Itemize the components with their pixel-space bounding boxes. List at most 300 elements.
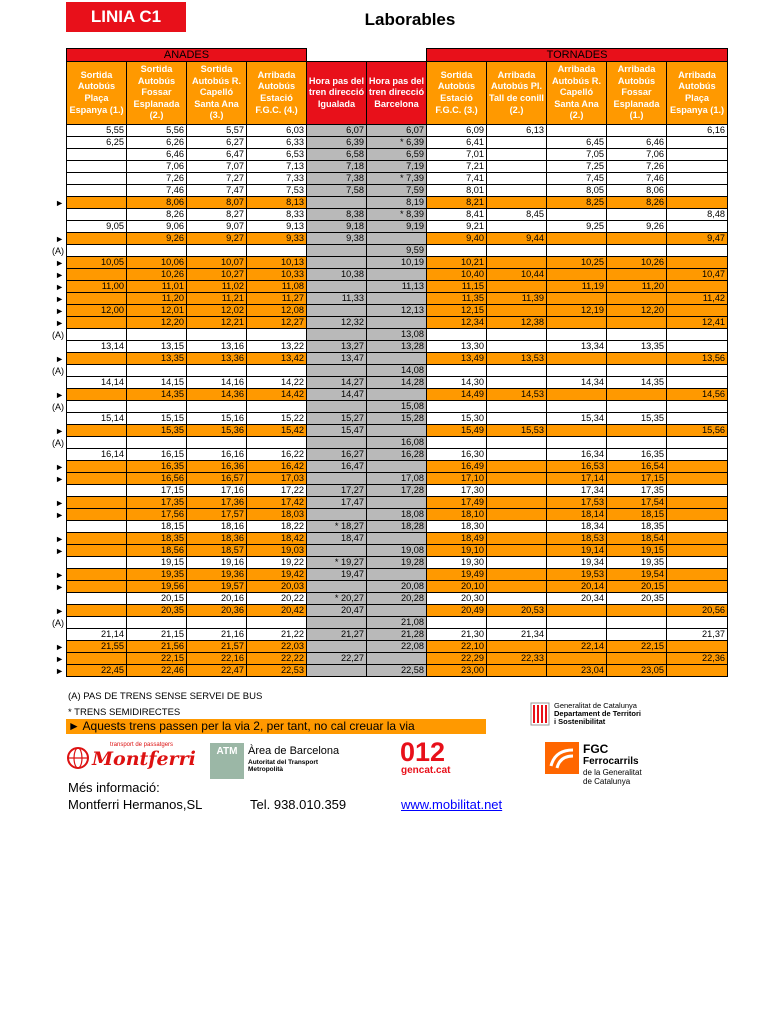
- time-cell: [487, 245, 547, 257]
- time-cell: 7,21: [427, 161, 487, 173]
- time-cell: 19,56: [127, 581, 187, 593]
- time-cell: 7,38: [307, 173, 367, 185]
- time-cell: 23,04: [547, 665, 607, 677]
- time-cell: 12,38: [487, 317, 547, 329]
- time-cell: 15,14: [67, 413, 127, 425]
- time-cell: 7,46: [127, 185, 187, 197]
- time-cell: 19,57: [187, 581, 247, 593]
- column-header: Arribada Autobús Pl. Tall de conill (2.): [487, 62, 547, 125]
- time-cell: [67, 545, 127, 557]
- row-marker: ►: [55, 269, 64, 280]
- time-cell: 12,13: [367, 305, 427, 317]
- time-cell: 13,35: [127, 353, 187, 365]
- time-cell: 15,35: [607, 413, 667, 425]
- row-marker: ►: [55, 425, 64, 436]
- time-cell: 12,41: [667, 317, 728, 329]
- table-row: [67, 437, 728, 449]
- table-row: [67, 125, 728, 137]
- time-cell: [67, 497, 127, 509]
- row-marker: ►: [55, 197, 64, 208]
- time-cell: 14,56: [667, 389, 728, 401]
- time-cell: 16,08: [367, 437, 427, 449]
- time-cell: [607, 293, 667, 305]
- time-cell: 20,14: [547, 581, 607, 593]
- time-cell: [427, 617, 487, 629]
- time-cell: 7,41: [427, 173, 487, 185]
- time-cell: 14,53: [487, 389, 547, 401]
- time-cell: [487, 149, 547, 161]
- time-cell: 13,14: [67, 341, 127, 353]
- time-cell: [667, 581, 728, 593]
- time-cell: [607, 401, 667, 413]
- time-cell: [187, 245, 247, 257]
- website-link[interactable]: www.mobilitat.net: [401, 797, 503, 812]
- time-cell: 6,25: [67, 137, 127, 149]
- time-cell: 22,08: [367, 641, 427, 653]
- time-cell: 20,47: [307, 605, 367, 617]
- table-row: [67, 209, 728, 221]
- time-cell: 17,22: [247, 485, 307, 497]
- column-header: Sortida Autobús R. Capelló Santa Ana (3.): [187, 62, 247, 125]
- table-row: [67, 521, 728, 533]
- table-row: [67, 245, 728, 257]
- time-cell: 13,56: [667, 353, 728, 365]
- table-row: [67, 353, 728, 365]
- time-cell: [667, 185, 728, 197]
- page-title: Laborables: [364, 10, 456, 29]
- row-marker: (A): [52, 245, 64, 256]
- table-row: [67, 545, 728, 557]
- time-cell: [487, 185, 547, 197]
- time-cell: [67, 437, 127, 449]
- time-cell: 11,20: [127, 293, 187, 305]
- time-cell: 21,30: [427, 629, 487, 641]
- time-cell: [307, 305, 367, 317]
- time-cell: [187, 329, 247, 341]
- time-cell: 22,15: [127, 653, 187, 665]
- time-cell: [367, 353, 427, 365]
- time-cell: 10,38: [307, 269, 367, 281]
- time-cell: 7,01: [427, 149, 487, 161]
- time-cell: 17,49: [427, 497, 487, 509]
- time-cell: 20,42: [247, 605, 307, 617]
- table-row: [67, 377, 728, 389]
- time-cell: 18,53: [547, 533, 607, 545]
- generalitat-name: Generalitat de Catalunya: [554, 701, 637, 710]
- time-cell: [607, 629, 667, 641]
- table-row: [67, 425, 728, 437]
- time-cell: [307, 257, 367, 269]
- time-cell: [667, 401, 728, 413]
- line-badge: [66, 2, 186, 32]
- time-cell: [247, 329, 307, 341]
- time-cell: 17,35: [607, 485, 667, 497]
- time-cell: 17,15: [127, 485, 187, 497]
- fgc-catalunya: de Catalunya: [583, 777, 631, 786]
- generalitat-dept: Departament de Territori: [554, 709, 641, 718]
- time-cell: [667, 641, 728, 653]
- time-cell: 6,13: [487, 125, 547, 137]
- time-cell: 18,22: [247, 521, 307, 533]
- column-header: Sortida Autobús Estació F.G.C. (3.): [427, 62, 487, 125]
- row-marker: ►: [55, 293, 64, 304]
- time-cell: [67, 233, 127, 245]
- time-cell: 23,00: [427, 665, 487, 677]
- time-cell: 20,35: [607, 593, 667, 605]
- time-cell: 6,33: [247, 137, 307, 149]
- time-cell: 11,27: [247, 293, 307, 305]
- fgc-generalitat: de la Generalitat: [583, 768, 642, 777]
- time-cell: 17,36: [187, 497, 247, 509]
- time-cell: 17,34: [547, 485, 607, 497]
- time-cell: 7,26: [607, 161, 667, 173]
- time-cell: [367, 293, 427, 305]
- time-cell: 7,13: [247, 161, 307, 173]
- column-header: Sortida Autobús Fossar Esplanada (2.): [127, 62, 187, 125]
- time-cell: 12,21: [187, 317, 247, 329]
- time-cell: [667, 149, 728, 161]
- time-cell: 17,53: [547, 497, 607, 509]
- time-cell: 15,28: [367, 413, 427, 425]
- time-cell: 21,57: [187, 641, 247, 653]
- time-cell: 7,27: [187, 173, 247, 185]
- time-cell: [67, 329, 127, 341]
- time-cell: 17,30: [427, 485, 487, 497]
- time-cell: 18,35: [127, 533, 187, 545]
- time-cell: [487, 569, 547, 581]
- row-marker: [44, 149, 64, 161]
- time-cell: [487, 377, 547, 389]
- time-cell: [547, 245, 607, 257]
- time-cell: [487, 545, 547, 557]
- time-cell: [487, 593, 547, 605]
- time-cell: 9,25: [547, 221, 607, 233]
- time-cell: 19,49: [427, 569, 487, 581]
- row-marker: [44, 137, 64, 149]
- time-cell: [367, 269, 427, 281]
- time-cell: [487, 521, 547, 533]
- company-name: Montferri Hermanos,SL: [68, 797, 203, 812]
- time-cell: [487, 665, 547, 677]
- time-cell: 13,15: [127, 341, 187, 353]
- time-cell: 9,27: [187, 233, 247, 245]
- time-cell: [187, 365, 247, 377]
- time-cell: 9,06: [127, 221, 187, 233]
- time-cell: [187, 437, 247, 449]
- time-cell: 7,07: [187, 161, 247, 173]
- time-cell: [247, 437, 307, 449]
- time-cell: 16,53: [547, 461, 607, 473]
- time-cell: [487, 329, 547, 341]
- row-marker: (A): [52, 401, 64, 412]
- time-cell: 18,36: [187, 533, 247, 545]
- time-cell: 13,53: [487, 353, 547, 365]
- time-cell: [487, 437, 547, 449]
- row-marker: ►: [55, 581, 64, 592]
- column-header: Sortida Autobús Plaça Espanya (1.): [67, 62, 127, 125]
- row-marker: ►: [55, 257, 64, 268]
- time-cell: 19,34: [547, 557, 607, 569]
- time-cell: [67, 653, 127, 665]
- time-cell: [607, 353, 667, 365]
- time-cell: [67, 389, 127, 401]
- table-row: [67, 149, 728, 161]
- time-cell: [667, 557, 728, 569]
- table-row: [67, 413, 728, 425]
- time-cell: [67, 593, 127, 605]
- time-cell: [667, 593, 728, 605]
- time-cell: [127, 365, 187, 377]
- time-cell: 18,42: [247, 533, 307, 545]
- time-cell: [487, 413, 547, 425]
- time-cell: [487, 581, 547, 593]
- atm-authority: Autoritat del Transport: [248, 759, 319, 766]
- time-cell: 9,26: [607, 221, 667, 233]
- time-cell: 6,39: [307, 137, 367, 149]
- row-marker: ►: [55, 317, 64, 328]
- row-marker: [44, 593, 64, 605]
- fgc-ferrocarrils: Ferrocarrils: [583, 756, 639, 767]
- time-cell: [67, 533, 127, 545]
- time-cell: 18,47: [307, 533, 367, 545]
- time-cell: 19,08: [367, 545, 427, 557]
- time-cell: 9,05: [67, 221, 127, 233]
- time-cell: [67, 557, 127, 569]
- time-cell: 21,22: [247, 629, 307, 641]
- table-row: [67, 173, 728, 185]
- time-cell: 9,47: [667, 233, 728, 245]
- row-marker: (A): [52, 437, 64, 448]
- time-cell: 8,21: [427, 197, 487, 209]
- time-cell: [127, 245, 187, 257]
- time-cell: 22,03: [247, 641, 307, 653]
- time-cell: 8,06: [607, 185, 667, 197]
- time-cell: 16,14: [67, 449, 127, 461]
- row-marker: ►: [55, 233, 64, 244]
- time-cell: [487, 617, 547, 629]
- time-cell: 15,27: [307, 413, 367, 425]
- time-cell: 17,08: [367, 473, 427, 485]
- time-cell: 22,16: [187, 653, 247, 665]
- time-cell: [607, 269, 667, 281]
- time-cell: 14,35: [127, 389, 187, 401]
- more-info-label: Més informació:: [68, 780, 160, 795]
- gencat-domain: gencat.cat: [401, 765, 451, 776]
- time-cell: [667, 173, 728, 185]
- time-cell: * 6,39: [367, 137, 427, 149]
- table-row: [67, 341, 728, 353]
- time-cell: 20,16: [187, 593, 247, 605]
- time-cell: [667, 305, 728, 317]
- time-cell: [247, 617, 307, 629]
- time-cell: 18,28: [367, 521, 427, 533]
- time-cell: 21,37: [667, 629, 728, 641]
- time-cell: [307, 641, 367, 653]
- table-row: [67, 641, 728, 653]
- time-cell: 7,06: [127, 161, 187, 173]
- row-marker: [44, 185, 64, 197]
- time-cell: 20,30: [427, 593, 487, 605]
- time-cell: [367, 497, 427, 509]
- time-cell: 19,47: [307, 569, 367, 581]
- atm-area: Àrea de Barcelona: [248, 745, 340, 757]
- table-row: [67, 317, 728, 329]
- time-cell: 16,22: [247, 449, 307, 461]
- time-cell: [667, 665, 728, 677]
- time-cell: 6,46: [127, 149, 187, 161]
- time-cell: [307, 617, 367, 629]
- time-cell: 9,33: [247, 233, 307, 245]
- time-cell: [307, 545, 367, 557]
- time-cell: 8,38: [307, 209, 367, 221]
- time-cell: 15,36: [187, 425, 247, 437]
- table-row: [67, 497, 728, 509]
- time-cell: 14,36: [187, 389, 247, 401]
- time-cell: [487, 401, 547, 413]
- time-cell: 13,22: [247, 341, 307, 353]
- time-cell: [667, 617, 728, 629]
- time-cell: 22,53: [247, 665, 307, 677]
- time-cell: 16,56: [127, 473, 187, 485]
- time-cell: 11,08: [247, 281, 307, 293]
- time-cell: 13,36: [187, 353, 247, 365]
- time-cell: 16,15: [127, 449, 187, 461]
- row-marker: ►: [55, 509, 64, 520]
- time-cell: 15,30: [427, 413, 487, 425]
- time-cell: 19,10: [427, 545, 487, 557]
- time-cell: 21,55: [67, 641, 127, 653]
- time-cell: 16,57: [187, 473, 247, 485]
- time-cell: 10,13: [247, 257, 307, 269]
- time-cell: [427, 401, 487, 413]
- time-cell: 18,30: [427, 521, 487, 533]
- time-cell: [487, 641, 547, 653]
- row-marker: (A): [52, 617, 64, 628]
- time-cell: 11,15: [427, 281, 487, 293]
- table-row: [67, 473, 728, 485]
- time-cell: 19,42: [247, 569, 307, 581]
- time-cell: 15,35: [127, 425, 187, 437]
- time-cell: 19,15: [607, 545, 667, 557]
- time-cell: [67, 425, 127, 437]
- time-cell: 14,16: [187, 377, 247, 389]
- time-cell: [667, 281, 728, 293]
- time-cell: [367, 605, 427, 617]
- time-cell: [307, 581, 367, 593]
- time-cell: 14,49: [427, 389, 487, 401]
- table-row: [67, 197, 728, 209]
- table-row: [67, 281, 728, 293]
- row-marker: ►: [55, 569, 64, 580]
- time-cell: [547, 365, 607, 377]
- time-cell: 12,32: [307, 317, 367, 329]
- time-cell: 21,08: [367, 617, 427, 629]
- row-marker: [44, 125, 64, 137]
- time-cell: 6,41: [427, 137, 487, 149]
- time-cell: 13,42: [247, 353, 307, 365]
- row-markers: [44, 125, 64, 677]
- time-cell: [127, 329, 187, 341]
- montferri-tagline: transport de passatgers: [110, 742, 174, 748]
- time-cell: [487, 449, 547, 461]
- time-cell: 16,28: [367, 449, 427, 461]
- time-cell: 8,25: [547, 197, 607, 209]
- time-cell: 10,25: [547, 257, 607, 269]
- time-cell: 17,35: [127, 497, 187, 509]
- time-cell: 7,58: [307, 185, 367, 197]
- table-row: [67, 401, 728, 413]
- row-marker: [44, 161, 64, 173]
- row-marker: ►: [55, 653, 64, 664]
- time-cell: [367, 569, 427, 581]
- time-cell: 12,00: [67, 305, 127, 317]
- time-cell: [547, 293, 607, 305]
- row-marker: [44, 209, 64, 221]
- time-cell: [67, 461, 127, 473]
- time-cell: 10,33: [247, 269, 307, 281]
- time-cell: 5,56: [127, 125, 187, 137]
- time-cell: 7,25: [547, 161, 607, 173]
- time-cell: [607, 653, 667, 665]
- time-cell: [67, 293, 127, 305]
- time-cell: 20,53: [487, 605, 547, 617]
- time-cell: 9,26: [127, 233, 187, 245]
- time-cell: 16,42: [247, 461, 307, 473]
- time-cell: 8,26: [607, 197, 667, 209]
- table-row: [67, 593, 728, 605]
- time-cell: [487, 197, 547, 209]
- time-cell: [607, 605, 667, 617]
- time-cell: [367, 653, 427, 665]
- time-cell: 7,59: [367, 185, 427, 197]
- row-marker: [44, 449, 64, 461]
- time-cell: 16,54: [607, 461, 667, 473]
- time-cell: 9,21: [427, 221, 487, 233]
- time-cell: 20,28: [367, 593, 427, 605]
- time-cell: 8,01: [427, 185, 487, 197]
- time-cell: 18,56: [127, 545, 187, 557]
- table-row: [67, 653, 728, 665]
- time-cell: 8,41: [427, 209, 487, 221]
- table-row: [67, 629, 728, 641]
- time-cell: [667, 413, 728, 425]
- time-cell: 18,54: [607, 533, 667, 545]
- time-cell: [547, 653, 607, 665]
- time-cell: 15,53: [487, 425, 547, 437]
- time-cell: 10,26: [127, 269, 187, 281]
- row-marker: ►: [55, 545, 64, 556]
- row-marker: (A): [52, 329, 64, 340]
- time-cell: 9,18: [307, 221, 367, 233]
- time-cell: 13,47: [307, 353, 367, 365]
- time-cell: [127, 401, 187, 413]
- time-cell: 13,28: [367, 341, 427, 353]
- time-cell: [127, 437, 187, 449]
- time-cell: [607, 617, 667, 629]
- time-cell: [607, 437, 667, 449]
- time-cell: [247, 365, 307, 377]
- time-cell: [667, 197, 728, 209]
- table-row: [67, 137, 728, 149]
- time-cell: 12,27: [247, 317, 307, 329]
- time-cell: 6,45: [547, 137, 607, 149]
- time-cell: 14,08: [367, 365, 427, 377]
- time-cell: [307, 281, 367, 293]
- time-cell: 10,05: [67, 257, 127, 269]
- 012-logo: [400, 738, 470, 778]
- time-cell: [487, 161, 547, 173]
- time-cell: 16,47: [307, 461, 367, 473]
